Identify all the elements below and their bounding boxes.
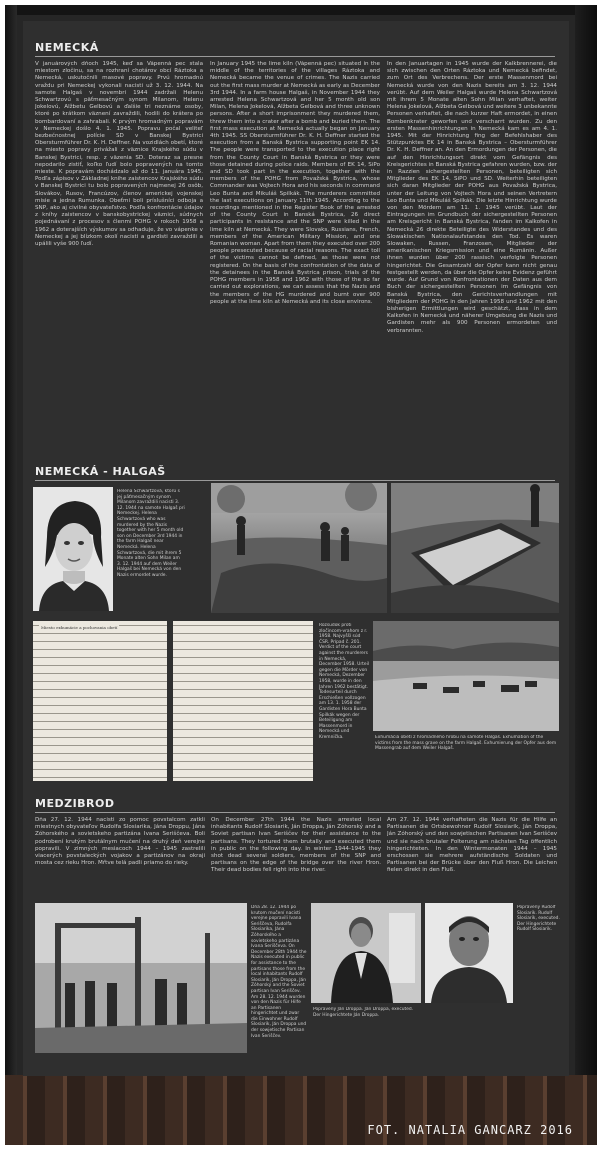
portrait-helena-photo [33,487,113,611]
text-german-body: In den Januartagen in 1945 wurde der Kalkbrennerei, die sich zwischen den Orten Ráztoka und Nemecká befindet, zum Ort des Verbrechens. Der erste Massenmord bei Nemecká wurde von den Nazis bereits am 3. 12. 1944 verübt. Auf dem Weiler Halgaš wurde Helena Schwartzová mit ihrem 5 Monate alten Sohn Milan verhaftet, weiter Helena Jokelová, Alžbeta Gelbová und weitere 3 unbekannte Personen verhaftet, die nach kurzer Haft ermordet, in einen Bombenkrater geworfen und verscharrt wurden. Zu den ersten Massenhinrichtungen in Nemecká kam es am 4. 1. 1945. Mit der Hinrichtung fing der Befehlshaber des Stützpunktes EK 14 in Banská Bystrica – Obersturmführer Dr. K. H. Deffner an. An den Ermordungen der Personen, die auf den Hinrichtungsort direkt vom Gefängnis des Kreisgerichtes in Banská Bystrica gefahren wurden, bzw. der in Razzien sichergestellten Personen, beteiligten sich Mitglieder des EK 14, SiPO und SD. Weiterhin beteiligten sich daran Mitglieder der POHG aus Považská Bystrica, unter der Leitung von Vojtech Hora und seinen Vertretern Leo Bunta und Mikuláš Spilkák. Die letzte Hinrichtung wurde von den Mördern am 11. 1. 1945 verübt. Laut der Eintragungen im Grundbuch der sichergestellten Personen am Kreisgericht in Banská Bystrica, fanden im Kalkofen in Nemecká 26 direkte Beteiligte des Widerstandes und des Slowakischen Nationalaufstandes den Tod. Es waren Slowaken, Russen, Franzosen, Mitglieder der amerikanischen Kriegsmission und eine Rumänin. Außer ihnen wurden über 200 rassisch verfolgte Personen hingerichtet. Die Gesamtzahl der Opfer kann nicht genau festgestellt werden, da über die Opfer keine Evidenz geführt wurde. Auf Grund von Konfrontationen der Daten aus dem Buch der sichergestellten Personen im Gefängnis von Banská Bystrica, den Gerichtsverhandlungen mit Mitgliedern der POHG in den Jahren 1958 und 1962 mit den bisherigen Ermittlungen wird geschätzt, dass in dem Kalkofen in Nemecká und näherer Umgebung die Nazis und Gardisten mehr als 900 Personen ermordeten und verbrannten. [387,61,557,334]
photo-credit: FOT. NATALIA GANCARZ 2016 [367,1123,573,1137]
portrait-man-caption: Popravený Rudolf Slosiarik. Rudolf Slosiarik, executed. Der Hingerichtete Rudolf Slosiarik. [517,905,560,933]
memorial-panel [23,21,569,1076]
text-english-body: In January 1945 the lime kiln (Vápenná pec) situated in the middle of the territories of the villages Ráztoka and Nemecká became the venue of crimes. The Nazis carried out the first mass murder at Nemecká as early as December 3rd 1944. In a farm house Halgaš, in November 1944 they arrested Helena Schwartzová and her 5 month old son Milan, Helena Jokelová, Alžbeta Gelbová and three unknown persons. After a short imprisonment they murdered them, threw them into a crater after a bomb and buried them. The first mass execution at Nemecká actually began on January 4th 1945. SS Obersturmführer Dr. K. H. Deffner started the execution from a Banská Bystrica supporting point EK 14. The people were transported to the execution place right from the County Court in Banská Bystrica or they were those detained during police raids. Members of EK 14, SiPo and SD took part in the execution, together with the members of the POHG from Považská Bystrica, whose Commander was Vojtech Hora and his seconds in command Leo Bunta and Mikuláš Spilkák. The murderers committed the last executions on January 11th 1945. According to the recordings mentioned in the Register Book of the arrested of the County Court in Banská Bystrica, 26 direct participants in resistance and the SNP were killed in the lime kiln at Nemecká. They were Slovaks, Russians, French, members of the American Military Mission, and one Romanian woman. Apart from them they executed over 200 people presecuted because of racial reasons. The exact toll of the victims cannot be defined, as those were not registered. On the basis of the confrontation of the data of the detainees in the Banská Bystrica prison, trials of the POHG members in 1958 and 1962 with those of the so far carried out explorations, we can assess that the Nazis and the members of the HG murdered and burnt over 900 people at the lime kiln at Nemecká and its close environs. [210,61,380,305]
medzibrod-text-german-body: Am 27. 12. 1944 verhafteten die Nazis für die Hilfe an Partisanen die Ortsbewohner Rudolf Slosiarik, Ján Droppa, Ján Zóhorský und den sowjetischen Partisanen Ivan Seriščev und sie nach brutaler Folterung am nächsten Tag öffentlich hingerichteten. In den Wintermonaten 1944 – 1945 erschossen sie mehrere aufständische Soldaten und Partisanen bei der Brücke über den Fluß Hron. Die Leichen fielen direkt in den Fluß. [387,817,557,874]
text-english [210,61,380,456]
medzibrod-text-english-body: On December 27th 1944 the Nazis arrested local inhabitants Rudolf Slosiarik, Ján Droppa, Ján Zóhorský and a Soviet partisan Ivan Seriščev for their assistance to the partisans. They tortured them brutally and executed them in public on the following day. In winter 1944-1945 they shot dead several soldiers, members of the SNP and partisans on the edge of the bridge over the river Hron. Their dead bodies fell right into the river. [211,817,381,874]
archive-document-1 [33,621,167,781]
exhumation-graphic [373,621,559,731]
divider [35,56,555,57]
section-title-medzibrod: MEDZIBROD [35,797,115,810]
wall-right [575,5,597,1145]
section-title-nemecka-halgas: NEMECKÁ - HALGAŠ [35,465,166,478]
text-german [387,61,557,456]
archive-document-2 [173,621,313,781]
exhumation-photo [373,621,559,731]
text-slovak [35,61,203,456]
wall-left [5,5,17,1145]
portrait-helena-graphic [33,487,113,611]
portrait-helena-caption: Helena Schwartzová, ktorú s jej päťmesačným synom Milanom zavraždili nacisti 3. 12. 1944 na samote Halgaš pri Nemeckej. Helena Schwartzová who was murdered by the Nazis together with her 5 month old son on December 3rd 1944 in the farm Halgaš near Nemecká. Helena Schwartzová, die mit ihrem 5 Monate alten Sohn Milan am 3. 12. 1944 auf dem Weiler Halgaš bei Nemecká von den Nazis ermordet wurde. [117,489,185,578]
medzibrod-text-english [211,817,381,897]
exhumation-caption: Exhumácia obetí z hromadného hrobu na samote Halgaš. Exhumation of the victims from the mass grave on the farm Halgaš. Exhumierung der Opfer aus dem Massengrab auf dem Weiler Halgaš. [375,735,557,752]
wall-top [5,5,597,15]
man-seated-graphic [311,903,421,1003]
field-people-graphic [211,483,387,613]
grave-photo [391,483,559,613]
grave-graphic [391,483,559,613]
medzibrod-text-slovak [35,817,205,897]
medzibrod-text-slovak-body: Dňa 27. 12. 1944 nacisti zo pomoc povstalcom zatkli miestnych obyvateľov Rudolfa Slosiarika, Jána Droppu, Jána Zóhorského a sovietskeho partizána Ivana Seriščeva. Boli podrobení krutým brutálnym mučení na druhý deň verejne popravili. V zimných mesiacoch 1944 – 1945 zastrelili viacerých povstaleckých vojakov a partizánov na okraji mosta cez rieku Hron. Mŕtve telá padli priamo do rieky. [35,817,205,867]
gallows-caption: Dňa 28. 12. 1944 po krutom mučení nacisti verejne popravili Ivana Seriščeva, Rudolfa Slosiarika, Jána Zóhorského a sovietskeho partizána Ivana Seriščeva. On December 28th 1944 the Nazis executed in public for assistance to the partisans those from the local inhabitants Rudolf Slosiarik, Ján Droppa, Ján Zóhorský and the Soviet partisan Ivan Seriščev. Am 28. 12. 1944 wurden von den Nazis für Hilfe an Partisanen hingerichtet und zwar die Einwohner Rudolf Slosiarik, Ján Droppa und der sowjetische Partisan Ivan Seriščev. [251,905,307,1039]
field-people-photo [211,483,387,613]
section-title-nemecka: NEMECKÁ [35,41,99,54]
gallows-photo [35,903,247,1053]
verdict-caption: Rozsudok proti zločincom-vrahom z r. 1958. Najvyšší súd ČSR. Prípad č. 201. Verdict of the court against the murderers in Nemecká, December 1958. Urteil gegen die Mörder von Nemecká, Dezember 1958, wurde in den Jahren 1962 bestätigt. Todesurteil durch Erschießen vollzogen am 13. 1. 1958 der Gardisten Hora Bunta Spilkák wegen der Beteiligung am Massenmord in Nemecká und Kremnička. [319,623,369,740]
divider [35,480,555,481]
photo-frame [5,5,597,1145]
man-seated-photo [311,903,421,1003]
portrait-man-photo [425,903,513,1003]
divider [35,812,555,813]
portrait-man-graphic [425,903,513,1003]
medzibrod-text-german [387,817,557,897]
text-slovak-body: V januárových dňoch 1945, keď sa Vápenná pec stala miestom zločinu, sa na rozhraní chotárov obcí Ráztoka a Nemecká, uskutočnili masové popravy. Prvú hromadnú vraždu pri Nemeckej vykonali nacisti už 3. 12. 1944. Na samote Halgaš v novembri 1944 zadržali Helenu Schwartzovú s päťmesačným synom Milanom, Helenu Jokelovú, Alžbetu Gelbovú a ďalšie tri neznáme osoby, ktoré po krátkom väznení zavraždili, hodili do krátera po bombardovaní a zahrabali. K prvým hromadným popravám v Nemeckej došlo 4. 1. 1945. Popravu počal veliteľ bezbečnostnej polície SD v Banskej Bystrici Obersturmführer Dr. K. H. Deffner. Na vozidlách obetí, ktoré na miesto popravy privážali z väznice Krajského súdu v Banskej Bystrici, resp. z väzenia SD. Doteraz sa presne nepodarilo zistiť, koľko ľudí bolo popravených na tomto mieste. K popravám dochádzalo až do 11. januára 1945. Podľa zápisov v Základnej knihe zaistencov Krajského súdu v Banskej Bystrici tu bolo popravených najmenej 26 osôb, Slovákov, Rusov, Francúzov, členov americkej vojenskej misie a jedna Rumunka. Obeťmi boli príslušníci odboja a SNP, ako aj civilné obyvateľstvo. Podľa konfrontácie údajov z kníhy zaistencov v banskobystrickej väznici, súdnych pojednávaní z procesov s členmi POHG v rokoch 1958 a 1962 a doterajších výskumov sa odhaduje, že vo vápenke v Nemeckej a jej blízkom okolí nacisti a gardisti zavraždili a upálili vyše 900 ľudí. [35,61,203,248]
archive-document-1-title: Miesto exhumácie a pochovania obetí [41,625,118,630]
gallows-graphic [35,903,247,1053]
man-seated-caption: Popravený Ján Droppa. Ján Droppa, executed. Der Hingerichtete Ján Droppa. [313,1007,414,1018]
